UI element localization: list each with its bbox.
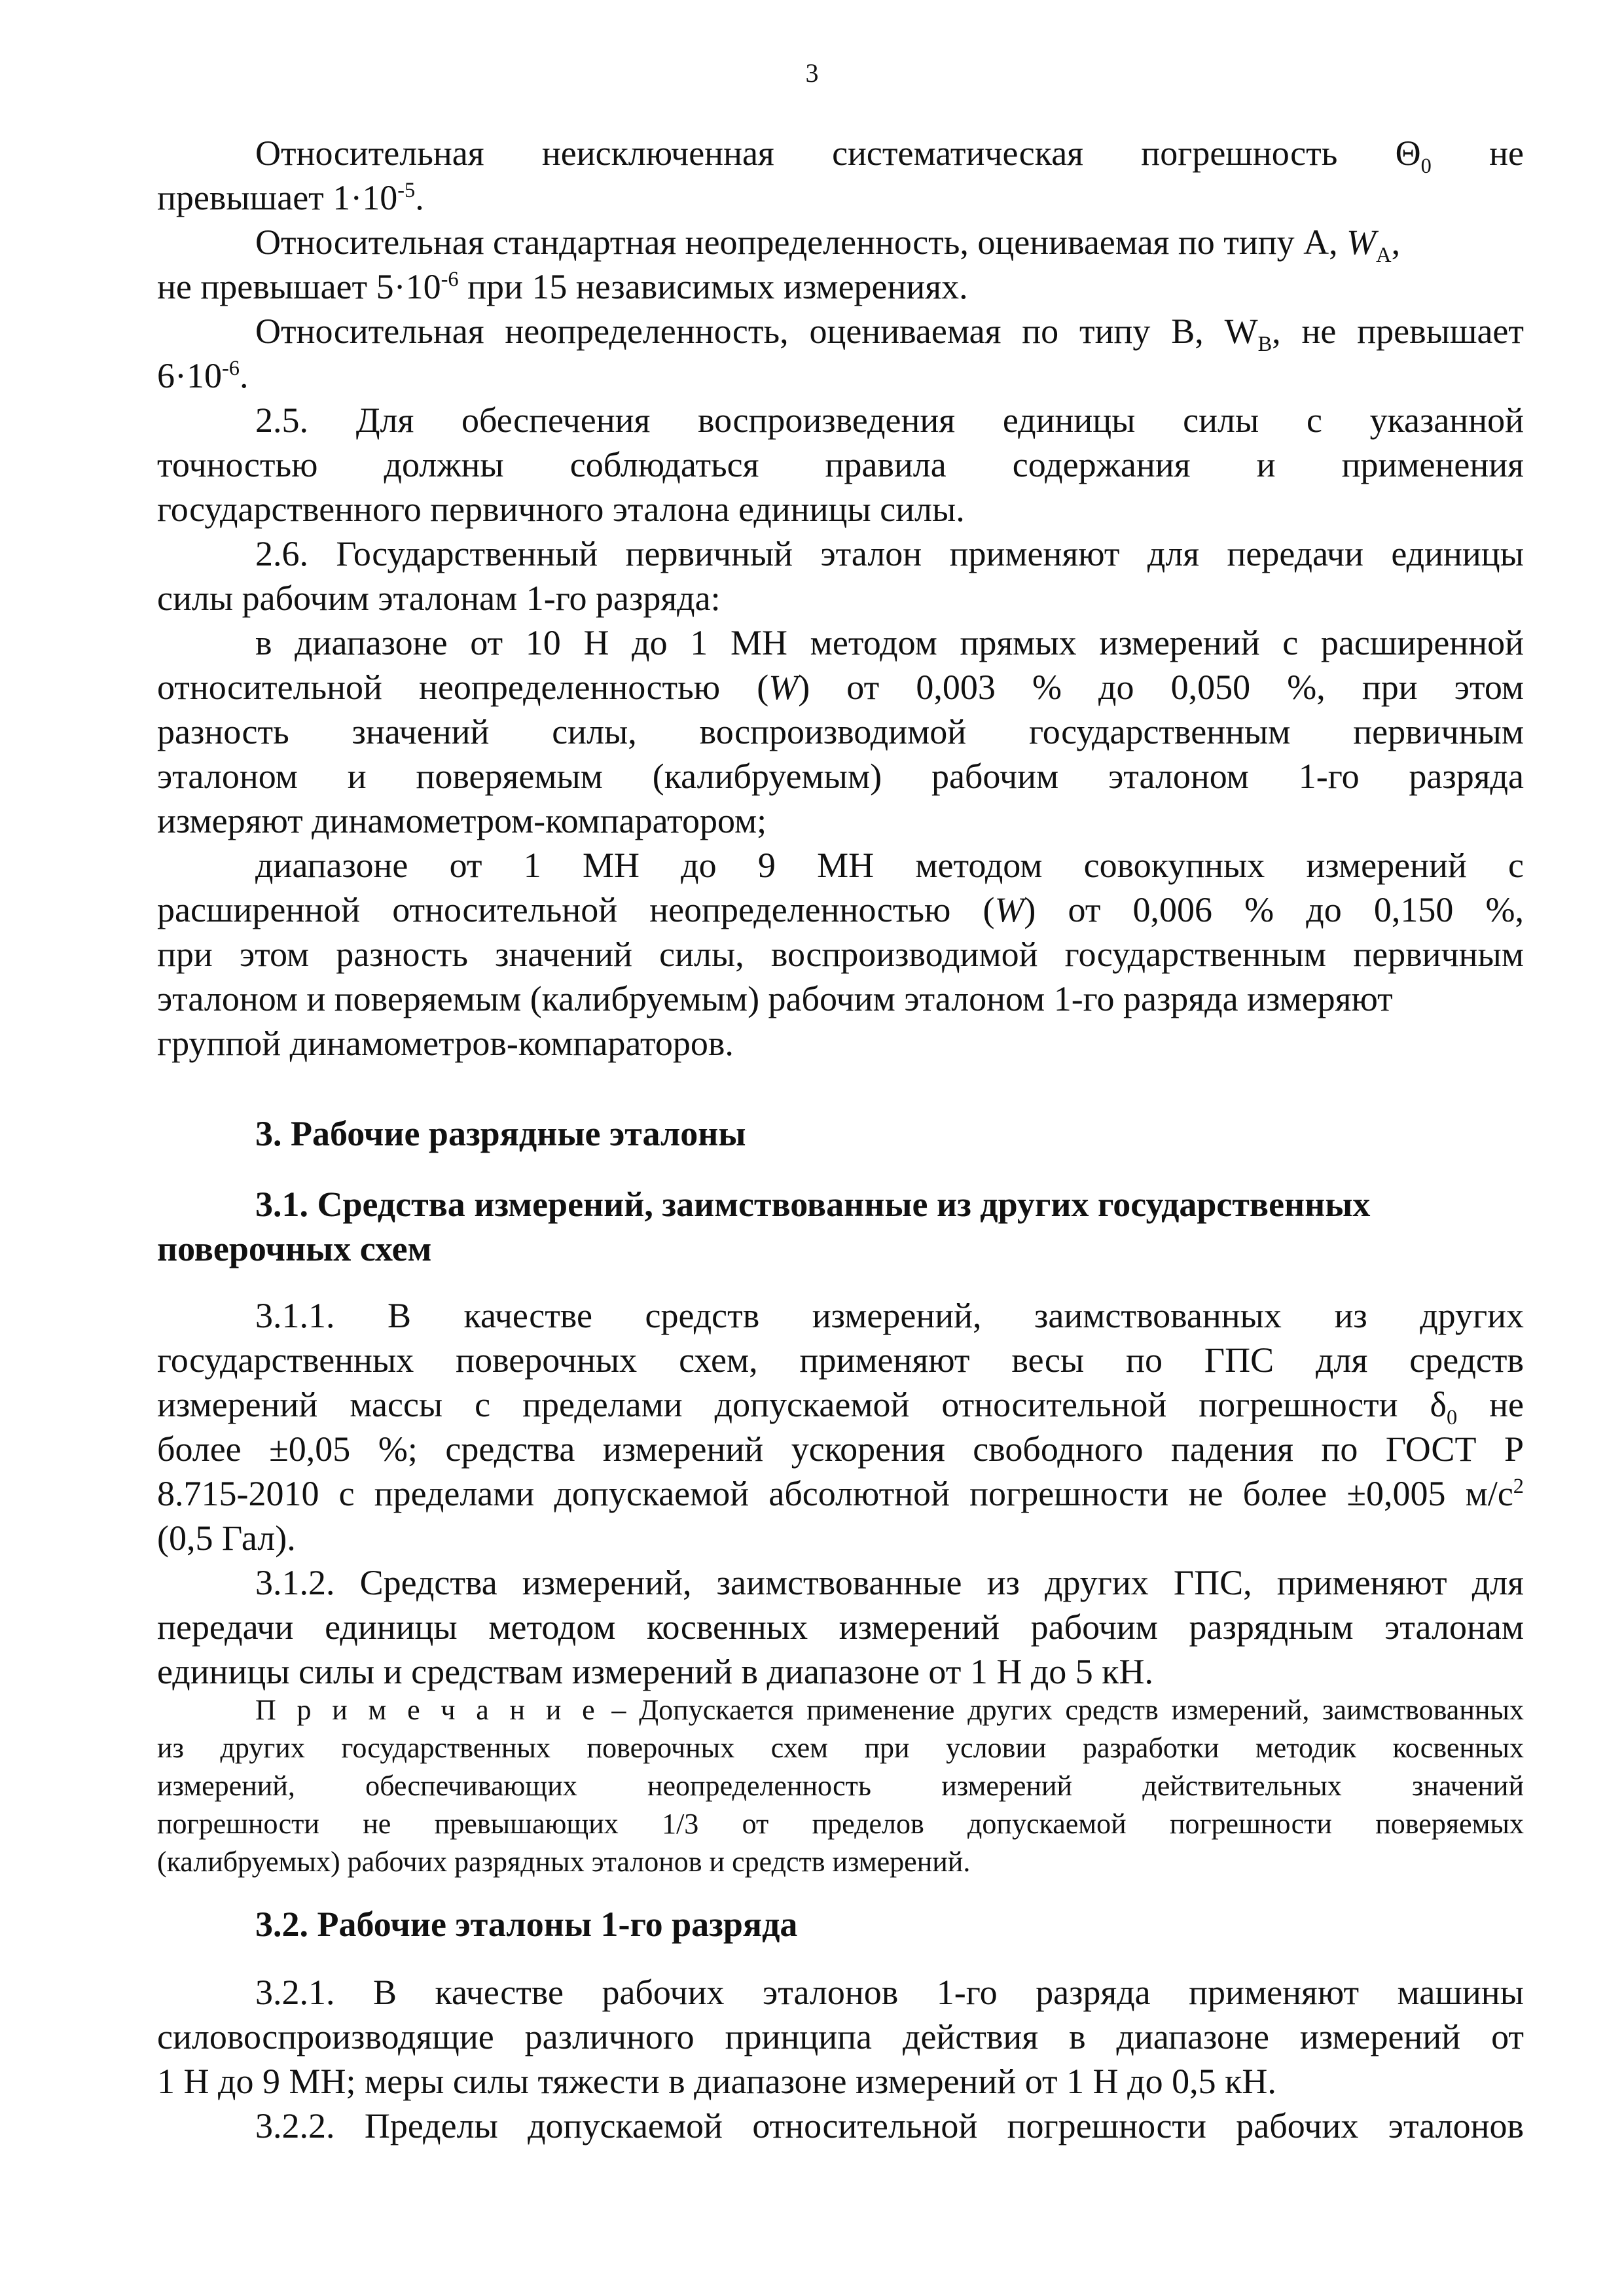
section-heading: 3. Рабочие разрядные эталоны: [255, 1114, 746, 1153]
paragraph-line: разность значений силы, воспроизводимой государственным первичным: [157, 712, 1524, 751]
paragraph-line: более ±0,05 %; средства измерений ускорения свободного падения по ГОСТ Р: [157, 1429, 1524, 1469]
paragraph-line: 3.1.1. В качестве средств измерений, заимствованных из других: [255, 1296, 1524, 1335]
paragraph-line: не превышает $5\cdot 10^{-6}$ при 15 независимых измерениях.: [157, 267, 968, 306]
paragraph-line: (0,5 Гал).: [157, 1518, 296, 1558]
subsection-heading: поверочных схем: [157, 1229, 432, 1268]
paragraph-line: государственных поверочных схем, применяют весы по ГПС для средств: [157, 1340, 1524, 1380]
paragraph-line: в диапазоне от 10 Н до 1 МН методом прямых измерений с расширенной: [255, 623, 1524, 662]
paragraph-line: точностью должны соблюдаться правила содержания и применения: [157, 445, 1524, 484]
paragraph-line: эталоном и поверяемым (калибруемым) рабочим эталоном 1-го разряда: [157, 757, 1524, 796]
paragraph-line: силы рабочим эталонам 1-го разряда:: [157, 579, 721, 618]
paragraph-line: измеряют динамометром-компаратором;: [157, 801, 767, 840]
paragraph-line: при этом разность значений силы, воспроизводимой государственным первичным: [157, 935, 1524, 974]
paragraph-line: передачи единицы методом косвенных измерений рабочим разрядным эталонам: [157, 1607, 1524, 1647]
paragraph-line: относительной неопределенностью (W) от 0,003 % до 0,050 %, при этом: [157, 668, 1524, 707]
page-number: 3: [805, 58, 819, 88]
note-line: (калибруемых) рабочих разрядных эталонов и средств измерений.: [157, 1846, 971, 1878]
paragraph-line: 3.2.2. Пределы допускаемой относительной погрешности рабочих эталонов: [255, 2106, 1524, 2145]
paragraph-line: государственного первичного эталона единицы силы.: [157, 490, 965, 529]
note-line: из других государственных поверочных схем при условии разработки методик косвенных: [157, 1732, 1524, 1764]
paragraph-line: 2.5. Для обеспечения воспроизведения единицы силы с указанной: [255, 401, 1524, 440]
paragraph-line: эталоном и поверяемым (калибруемым) рабочим эталоном 1-го разряда измеряют: [157, 979, 1393, 1018]
subsection-heading: 3.1. Средства измерений, заимствованные из других государственных: [255, 1185, 1371, 1224]
paragraph-line: единицы силы и средствам измерений в диапазоне от 1 Н до 5 кН.: [157, 1652, 1154, 1691]
paragraph-line: силовоспроизводящие различного принципа действия в диапазоне измерений от: [157, 2017, 1524, 2056]
paragraph-line: $6\cdot 10^{-6}$.: [157, 356, 249, 395]
note-line: измерений, обеспечивающих неопределенность измерений действительных значений: [157, 1770, 1524, 1802]
paragraph-line: диапазоне от 1 МН до 9 МН методом совокупных измерений с: [255, 846, 1524, 885]
note-line: погрешности не превышающих 1/3 от пределов допускаемой погрешности поверяемых: [157, 1808, 1524, 1840]
paragraph-line: Относительная неисключенная систематическая погрешность $\Theta_0$ не: [255, 134, 1524, 178]
paragraph-line: измерений массы с пределами допускаемой относительной погрешности $\delta_0$ не: [157, 1385, 1524, 1429]
paragraph-line: 2.6. Государственный первичный эталон применяют для передачи единицы: [255, 534, 1524, 573]
paragraph-line: расширенной относительной неопределенностью (W) от 0,006 % до 0,150 %,: [157, 890, 1524, 929]
paragraph-line: 3.1.2. Средства измерений, заимствованные из других ГПС, применяют для: [255, 1563, 1524, 1602]
subsection-heading: 3.2. Рабочие эталоны 1-го разряда: [255, 1905, 798, 1944]
paragraph-line: Относительная стандартная неопределенность, оцениваемая по типу А, $W_A$,: [255, 223, 1401, 267]
paragraph-line: 8.715-2010 с пределами допускаемой абсолютной погрешности не более ±0,005 $м/с^2$: [157, 1474, 1524, 1513]
paragraph-line: 3.2.1. В качестве рабочих эталонов 1-го разряда применяют машины: [255, 1973, 1524, 2012]
paragraph-line: превышает $1\cdot 10^{-5}$.: [157, 178, 424, 217]
note-line: П р и м е ч а н и е – Допускается применение других средств измерений, заимствованных: [255, 1694, 1524, 1726]
paragraph-line: группой динамометров-компараторов.: [157, 1024, 734, 1063]
note-label: П р и м е ч а н и е: [255, 1694, 599, 1726]
paragraph-line: 1 Н до 9 МН; меры силы тяжести в диапазоне измерений от 1 Н до 0,5 кН.: [157, 2062, 1276, 2101]
paragraph-line: Относительная неопределенность, оцениваемая по типу В, $W_B$, не превышает: [255, 312, 1524, 356]
